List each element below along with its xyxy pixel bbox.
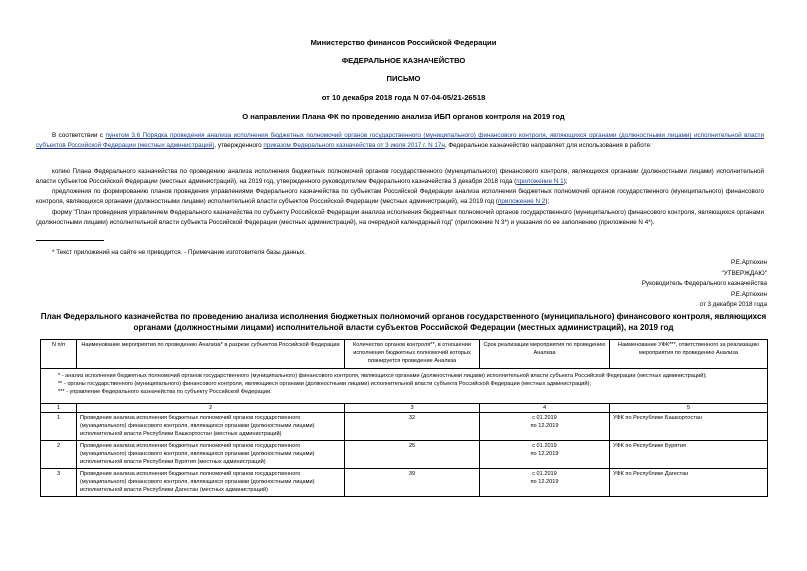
row-term [480, 413, 610, 441]
signatory-position: Руководитель Федерального казначейства [641, 280, 767, 287]
header-cell: N п/п [41, 340, 77, 369]
paragraph-text: , утвержденного [214, 142, 264, 149]
column-number: 1 [41, 404, 77, 413]
column-number-row [41, 404, 768, 413]
term-to: по 12.2019 [530, 451, 559, 457]
column-number: 4 [480, 404, 610, 413]
appendix-2-link[interactable]: приложение N 2 [497, 198, 546, 205]
table-row [41, 413, 768, 441]
row-count: 25 [345, 441, 480, 469]
document-subject: О направлении Плана ФК по проведению анализа ИБП органов контроля на 2019 год [242, 112, 565, 121]
table-row [41, 441, 768, 469]
paragraph-text: ); [563, 178, 568, 185]
note-line: ** - органы государственного (муниципального) финансового контроля, являющиеся органами (должностными лицами) исполнительной власти субъекта Российской Федерации (местных администраций); [58, 381, 591, 387]
treasury-heading: ФЕДЕРАЛЬНОЕ КАЗНАЧЕЙСТВО [341, 56, 466, 65]
term-to: по 12.2019 [530, 423, 559, 429]
row-term [480, 441, 610, 469]
header-cell: Количество органов контроля**, в отношении исполнения бюджетных полномочий которых планируется проведение Анализа [345, 340, 480, 369]
note-line: *** - управление Федерального казначейства по субъекту Российской Федерации. [58, 389, 272, 395]
approval-date: от 3 декабря 2018 года [699, 301, 767, 308]
term-from: с 01.2019 [532, 471, 557, 477]
column-number: 3 [345, 404, 480, 413]
document-type: ПИСЬМО [386, 74, 421, 83]
order-link[interactable]: приказом Федерального казначейства от 3 июля 2017 г. N 17н [263, 142, 445, 149]
table-row [41, 469, 768, 497]
header-cell: Срок реализации мероприятия по проведению Анализа [480, 340, 610, 369]
row-ufk: УФК по Республике Бурятия [610, 441, 768, 469]
ministry-heading: Министерство финансов Российской Федерации [310, 38, 497, 47]
table-notes [41, 369, 768, 404]
term-from: с 01.2019 [532, 415, 557, 421]
procedure-link[interactable]: пунктом 3.6 Порядка проведения анализа исполнения бюджетных полномочий органов государственного (муниципального) финансового контроля, являющихся органами (должностными лицами) исполнительной власти субъектов Российской Федерации (местных администраций) [36, 132, 764, 149]
row-number: 1 [41, 413, 77, 441]
term-to: по 12.2019 [530, 479, 559, 485]
paragraph-plan-copy [36, 167, 764, 187]
row-number: 3 [41, 469, 77, 497]
column-number: 2 [77, 404, 345, 413]
plan-table [40, 339, 768, 497]
approval-stamp: "УТВЕРЖДАЮ" [721, 270, 767, 277]
row-term [480, 469, 610, 497]
row-number: 2 [41, 441, 77, 469]
header-cell: Наименование мероприятия по проведению Анализа* в разрезе субъектов Российской Федерации [77, 340, 345, 369]
appendix-1-link[interactable]: приложение N 1 [516, 178, 564, 185]
row-activity: Проведение анализа исполнения бюджетных полномочий органов государственного (муниципального) финансового контроля, являющихся органами (должностными лицами) исполнительной власти Республики Башкортостан (местных администраций) [77, 413, 345, 441]
paragraph-text: В соответствии с [52, 132, 106, 139]
table-notes-row [41, 369, 768, 404]
signatory-name: Р.Е.Артюхин [731, 259, 767, 266]
paragraph-text: предложения по формированию планов проведения управлениями Федерального казначейства по субъектам Российской Федерации анализа исполнения бюджетных полномочий органов государственного (муниципального) финансового контроля, являющихся органами (должностными лицами) исполнительной власти субъектов Российской Федерации (местных администраций), на 2019 год ( [36, 188, 764, 205]
term-from: с 01.2019 [532, 443, 557, 449]
row-count: 32 [345, 413, 480, 441]
plan-title: План Федерального казначейства по проведению анализа исполнения бюджетных полномочий органов государственного (муниципального) финансового контроля, являющихся органами (должностными лицами) исполнительной власти субъектов Российской Федерации (местных администраций), на 2019 год [40, 312, 767, 332]
paragraph-text: , Федеральное казначейство направляет для использования в работе: [444, 142, 652, 149]
footnote-separator [36, 240, 104, 241]
paragraph-proposals [36, 187, 764, 207]
footnote: * Текст приложений на сайте не приводится. - Примечание изготовителя базы данных. [52, 249, 306, 256]
paragraph-intro [36, 131, 764, 151]
column-number: 5 [610, 404, 768, 413]
table-header-row [41, 340, 768, 369]
note-line: * - анализ исполнения бюджетных полномочий органов государственного (муниципального) финансового контроля, являющихся органами (должностными лицами) исполнительной власти субъекта Российской Федерации (местных администраций); [58, 373, 707, 379]
paragraph-form: форму "План проведения управлением Федерального казначейства по субъекту Российской Федерации анализа исполнения бюджетных полномочий органов государственного (муниципального) финансового контроля, являющихся органами (должностными лицами) исполнительной власти субъекта Российской Федерации (местных администраций), на очередной календарный год" (приложение N 3*) и указания по ее заполнению (приложение N 4*). [36, 209, 764, 226]
approver-name: Р.Е.Артюхин [731, 291, 767, 298]
paragraph-text: копию Плана Федерального казначейства по проведению анализа исполнения бюджетных полномочий органов государственного (муниципального) финансового контроля, являющихся органами (должностными лицами) исполнительной власти субъектов Российской Федерации (местных администраций), на 2019 год, утвержденного руководителем Федерального казначейства 3 декабря 2018 года ( [36, 168, 764, 185]
row-activity: Проведение анализа исполнения бюджетных полномочий органов государственного (муниципального) финансового контроля, являющихся органами (должностными лицами) исполнительной власти Республики Бурятия (местных администраций) [77, 441, 345, 469]
row-activity: Проведение анализа исполнения бюджетных полномочий органов государственного (муниципального) финансового контроля, являющихся органами (должностными лицами) исполнительной власти Республики Дагестан (местных администраций) [77, 469, 345, 497]
document-number: от 10 декабря 2018 года N 07-04-05/21-26518 [321, 93, 486, 102]
row-ufk: УФК по Республике Дагестан [610, 469, 768, 497]
header-cell: Наименование УФК***, ответственного за реализацию мероприятия по проведению Анализа [610, 340, 768, 369]
row-count: 39 [345, 469, 480, 497]
paragraph-text: ); [545, 198, 550, 205]
row-ufk: УФК по Республике Башкортостан [610, 413, 768, 441]
